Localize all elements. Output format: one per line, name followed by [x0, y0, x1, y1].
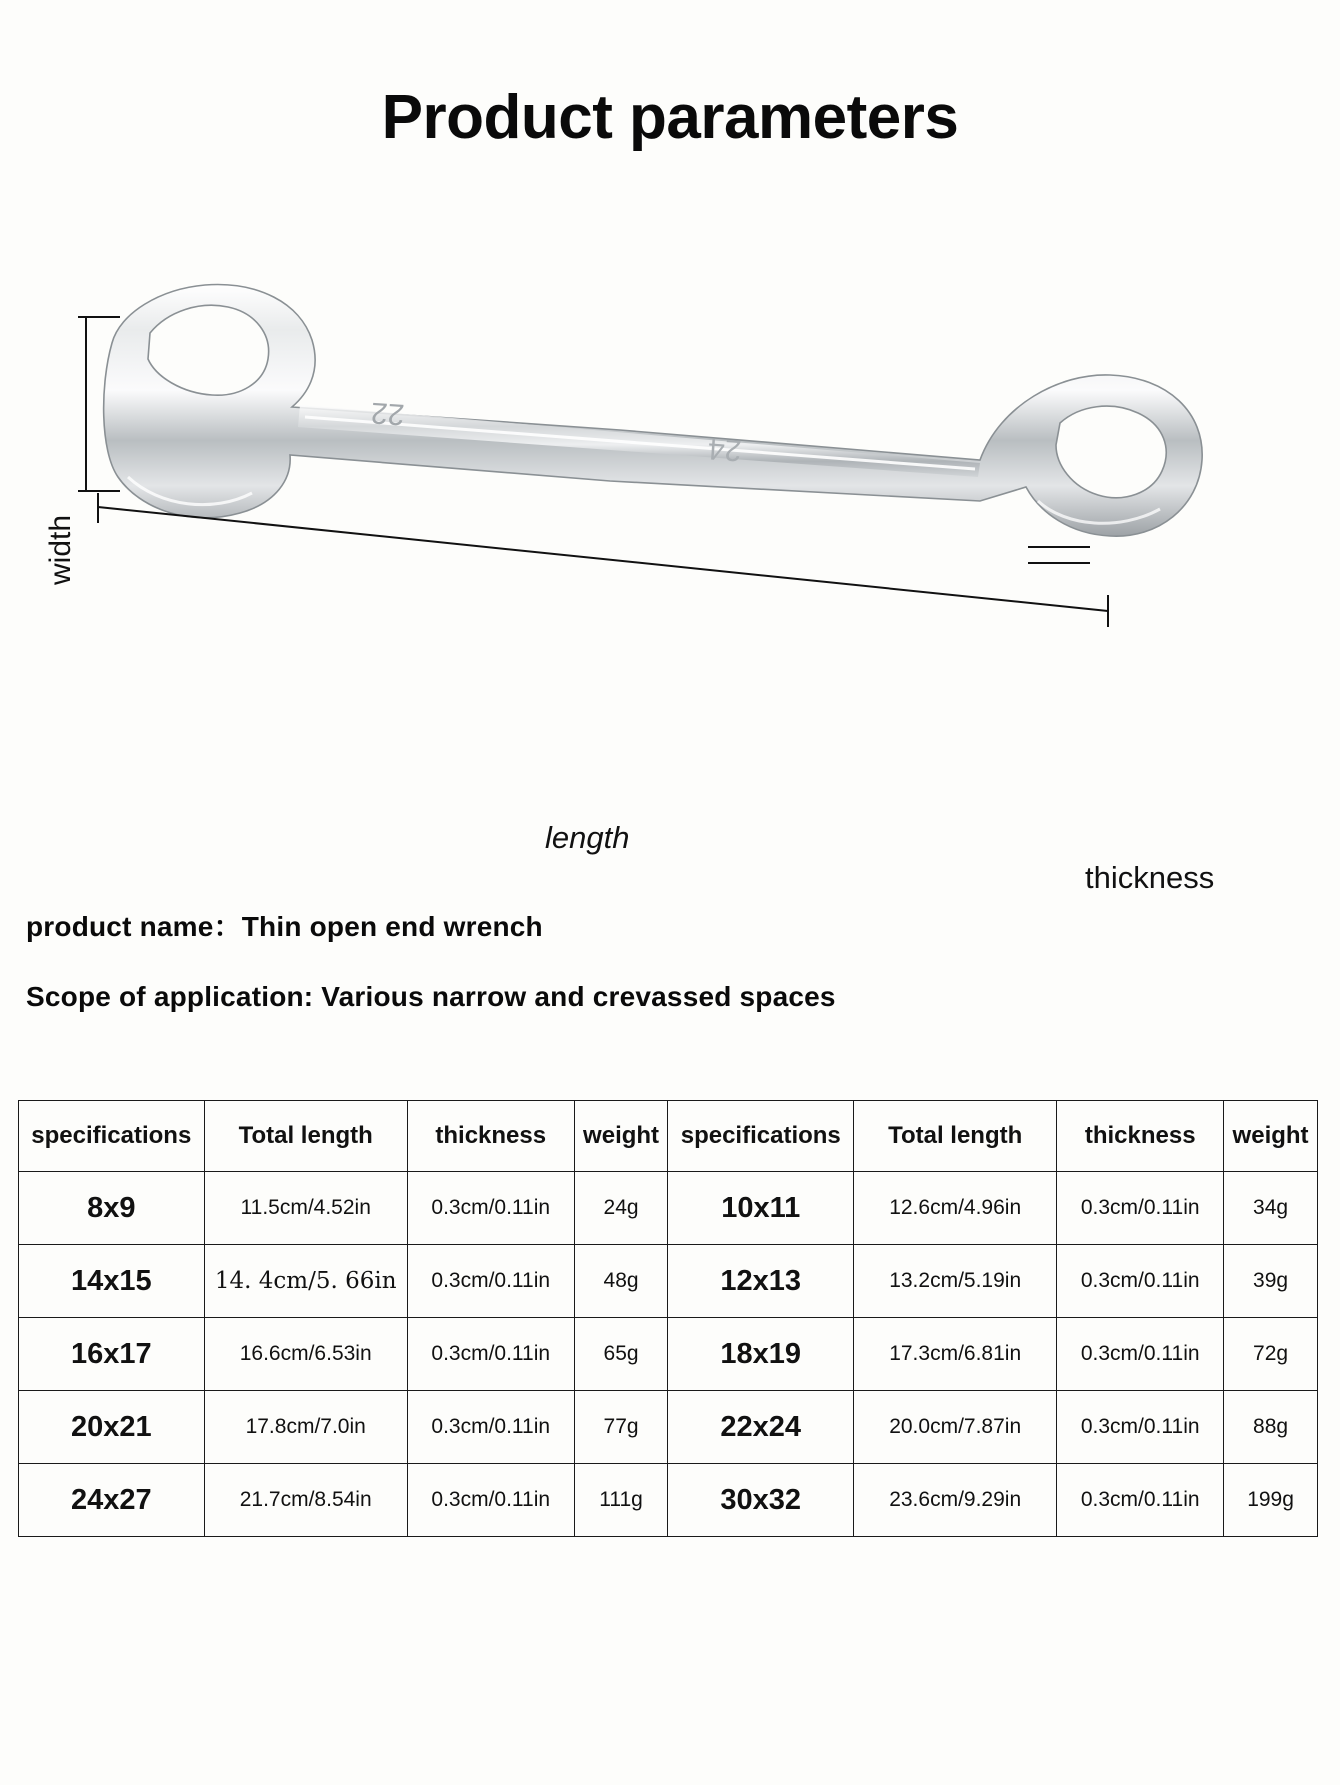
- wrench-stamp-right: 24: [706, 431, 743, 467]
- cell-spec-right: 18x19: [668, 1318, 854, 1391]
- cell-weight-left: 48g: [574, 1245, 668, 1318]
- cell-weight-left: 77g: [574, 1391, 668, 1464]
- product-name-line: product name：Thin open end wrench: [26, 911, 543, 942]
- table-row: [19, 1172, 1318, 1245]
- table-row: [19, 1245, 1318, 1318]
- cell-thickness-right: 0.3cm/0.11in: [1057, 1245, 1224, 1318]
- cell-weight-left: 24g: [574, 1172, 668, 1245]
- cell-length-left: 21.7cm/8.54in: [204, 1464, 407, 1537]
- col-header-total-length-right: Total length: [854, 1101, 1057, 1172]
- cell-weight-right: 72g: [1224, 1318, 1318, 1391]
- cell-thickness-left: 0.3cm/0.11in: [407, 1318, 574, 1391]
- col-header-thickness-right: thickness: [1057, 1101, 1224, 1172]
- length-dimension: [98, 493, 1108, 627]
- cell-spec-left: 14x15: [19, 1245, 205, 1318]
- specifications-table-wrap: [18, 1100, 1318, 1537]
- cell-length-left: 17.8cm/7.0in: [204, 1391, 407, 1464]
- cell-length-right: 20.0cm/7.87in: [854, 1391, 1057, 1464]
- table-row: [19, 1464, 1318, 1537]
- table-header-row: [19, 1101, 1318, 1172]
- cell-thickness-left: 0.3cm/0.11in: [407, 1172, 574, 1245]
- cell-thickness-left: 0.3cm/0.11in: [407, 1245, 574, 1318]
- cell-thickness-right: 0.3cm/0.11in: [1057, 1464, 1224, 1537]
- cell-length-right: 13.2cm/5.19in: [854, 1245, 1057, 1318]
- cell-length-right: 17.3cm/6.81in: [854, 1318, 1057, 1391]
- wrench-illustration-svg: [0, 255, 1340, 705]
- cell-weight-right: 34g: [1224, 1172, 1318, 1245]
- col-header-weight-left: weight: [574, 1101, 668, 1172]
- table-row: [19, 1391, 1318, 1464]
- cell-spec-right: 30x32: [668, 1464, 854, 1537]
- specifications-table: [18, 1100, 1318, 1537]
- cell-thickness-left: 0.3cm/0.11in: [407, 1391, 574, 1464]
- cell-spec-right: 10x11: [668, 1172, 854, 1245]
- length-label: length: [545, 820, 630, 855]
- product-info-block: [26, 905, 1316, 1049]
- cell-length-right: 12.6cm/4.96in: [854, 1172, 1057, 1245]
- cell-weight-right: 199g: [1224, 1464, 1318, 1537]
- cell-thickness-right: 0.3cm/0.11in: [1057, 1391, 1224, 1464]
- cell-weight-right: 88g: [1224, 1391, 1318, 1464]
- cell-length-left: 14. 4cm/5. 66in: [204, 1245, 407, 1318]
- thickness-label: thickness: [1085, 860, 1215, 895]
- col-header-specifications-right: specifications: [668, 1101, 854, 1172]
- page-title: Product parameters: [381, 83, 959, 152]
- cell-spec-left: 20x21: [19, 1391, 205, 1464]
- thickness-dimension: [1028, 547, 1090, 563]
- width-label: width: [44, 514, 77, 585]
- col-header-total-length-left: Total length: [204, 1101, 407, 1172]
- cell-spec-left: 16x17: [19, 1318, 205, 1391]
- cell-thickness-right: 0.3cm/0.11in: [1057, 1172, 1224, 1245]
- cell-weight-left: 65g: [574, 1318, 668, 1391]
- col-header-specifications-left: specifications: [19, 1101, 205, 1172]
- cell-weight-left: 111g: [574, 1464, 668, 1537]
- wrench-diagram: [0, 255, 1340, 895]
- col-header-weight-right: weight: [1224, 1101, 1318, 1172]
- scope-of-application-line: Scope of application: Various narrow and crevassed spaces: [26, 981, 836, 1012]
- cell-spec-right: 22x24: [668, 1391, 854, 1464]
- wrench-stamp-left: 22: [369, 395, 406, 431]
- cell-weight-right: 39g: [1224, 1245, 1318, 1318]
- col-header-thickness-left: thickness: [407, 1101, 574, 1172]
- table-row: [19, 1318, 1318, 1391]
- wrench-body: [104, 285, 1203, 537]
- wrench-outline: [104, 285, 1203, 537]
- cell-length-left: 16.6cm/6.53in: [204, 1318, 407, 1391]
- cell-length-left: 11.5cm/4.52in: [204, 1172, 407, 1245]
- cell-spec-left: 8x9: [19, 1172, 205, 1245]
- cell-spec-left: 24x27: [19, 1464, 205, 1537]
- cell-length-right: 23.6cm/9.29in: [854, 1464, 1057, 1537]
- cell-spec-right: 12x13: [668, 1245, 854, 1318]
- cell-thickness-right: 0.3cm/0.11in: [1057, 1318, 1224, 1391]
- cell-thickness-left: 0.3cm/0.11in: [407, 1464, 574, 1537]
